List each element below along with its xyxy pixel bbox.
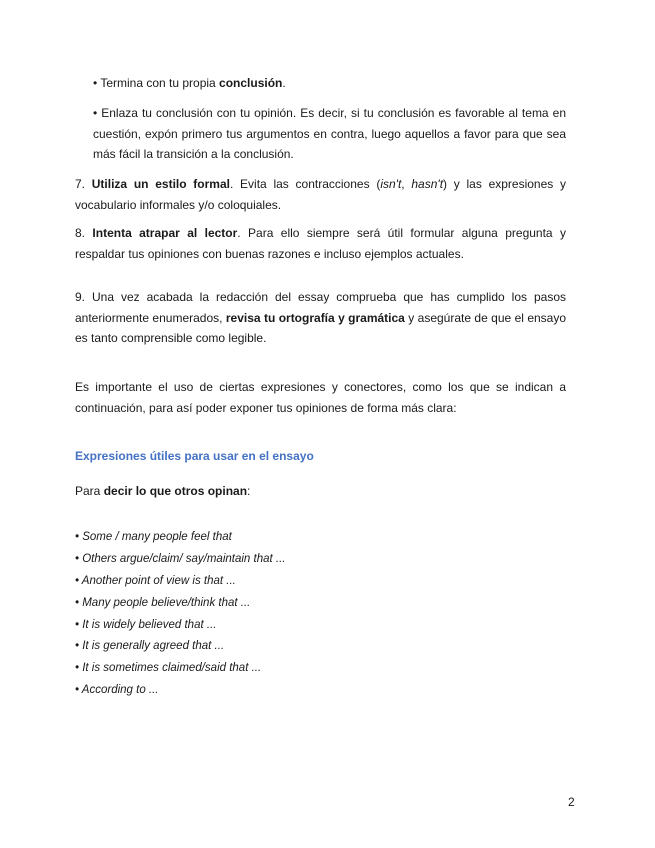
bullet-conclusion-suffix: . bbox=[282, 76, 286, 90]
list-item: • It is widely believed that ... bbox=[75, 618, 217, 631]
item-7-bold: Utiliza un estilo formal bbox=[91, 177, 230, 191]
section-heading: Expresiones útiles para usar en el ensayo bbox=[75, 449, 314, 463]
intro-paragraph: Es importante el uso de ciertas expresiones y conectores, como los que se indican a continuación, para así poder exponer tus opiniones de forma más clara: bbox=[75, 380, 566, 415]
item-7 bbox=[75, 174, 566, 215]
item-7-text-b: ) y las expresiones y vocabulario informales y/o coloquiales. bbox=[75, 177, 567, 212]
item-8 bbox=[75, 223, 566, 264]
expressions-list bbox=[75, 527, 285, 702]
section-label bbox=[75, 484, 250, 498]
item-9-text-a: 9. Una vez acabada la redacción del essay comprueba que has cumplido los pasos anteriormente enumerados, bbox=[75, 290, 566, 325]
list-item: • According to ... bbox=[75, 684, 159, 697]
bullet-link-text: • Enlaza tu conclusión con tu opinión. Es decir, si tu conclusión es favorable al tema en cuestión, expón primero tus argumentos en contra, luego aquellos a favor para que sea más fácil la transición a la conclusión. bbox=[93, 106, 566, 161]
list-item: • Many people believe/think that ... bbox=[75, 596, 251, 609]
item-7-italic-a: isn't bbox=[380, 177, 402, 191]
section-label-bold: decir lo que otros opinan bbox=[103, 484, 248, 498]
item-8-number: 8. bbox=[75, 226, 93, 240]
item-7-italic-b: hasn't bbox=[411, 177, 444, 191]
list-item: • Some / many people feel that bbox=[75, 531, 232, 543]
section-label-prefix: Para bbox=[75, 484, 104, 498]
item-7-text-a: . Evita las contracciones ( bbox=[229, 177, 381, 191]
list-item: • It is generally agreed that ... bbox=[75, 640, 225, 653]
bullet-link-opinion bbox=[93, 103, 566, 165]
item-7-sep: , bbox=[401, 177, 412, 191]
bullet-conclusion-text: • Termina con tu propia bbox=[93, 76, 220, 90]
item-9-bold: revisa tu ortografía y gramática bbox=[225, 310, 405, 325]
bullet-conclusion-bold: conclusión bbox=[219, 76, 283, 90]
list-item: • Another point of view is that ... bbox=[75, 574, 236, 587]
list-item: • It is sometimes claimed/said that ... bbox=[75, 662, 262, 675]
item-9 bbox=[75, 287, 566, 349]
item-8-text: . Para ello siempre será útil formular alguna pregunta y respaldar tus opiniones con buenas razones e incluso ejemplos actuales. bbox=[75, 226, 566, 261]
section-label-suffix: : bbox=[247, 484, 251, 498]
bullet-conclusion bbox=[93, 73, 566, 94]
item-8-bold: Intenta atrapar al lector bbox=[92, 226, 238, 240]
item-7-number: 7. bbox=[75, 177, 92, 191]
list-item: • Others argue/claim/ say/maintain that ... bbox=[75, 552, 286, 565]
item-9-text-b: y asegúrate de que el ensayo es tanto comprensible como legible. bbox=[75, 310, 567, 345]
page-number: 2 bbox=[568, 795, 575, 809]
